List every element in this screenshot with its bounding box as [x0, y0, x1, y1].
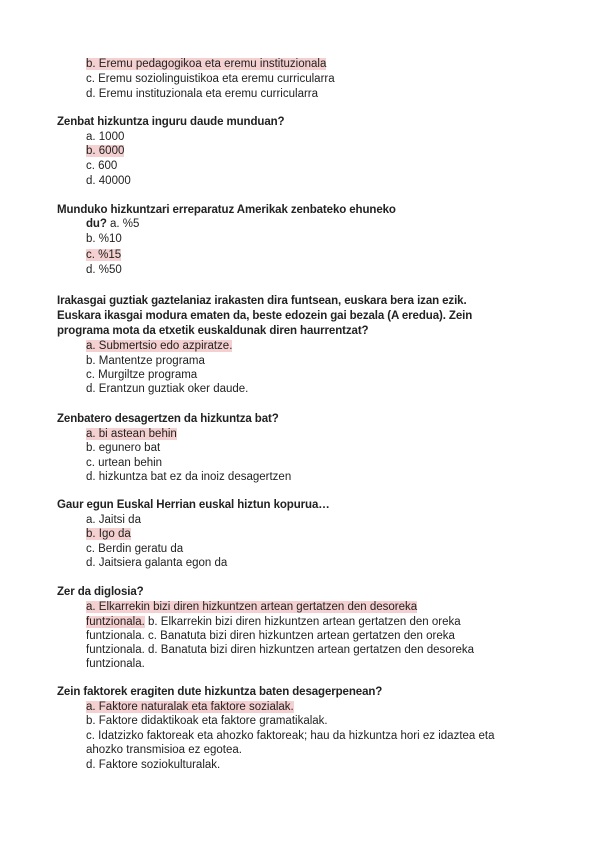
q1-option-b[interactable]: [86, 144, 124, 158]
q3-option-d[interactable]: d. Erantzun guztiak oker daude.: [86, 383, 249, 395]
q6-options-line5[interactable]: funtzionala.: [86, 658, 145, 670]
q7-option-a[interactable]: [86, 700, 294, 714]
prev-option-d[interactable]: d. Eremu instituzionala eta eremu curricularra: [86, 88, 319, 100]
q6-options-line2[interactable]: [86, 615, 461, 629]
q1-option-d[interactable]: d. 40000: [86, 175, 131, 187]
q5-option-c[interactable]: c. Berdin geratu da: [86, 543, 184, 555]
question-5: Gaur egun Euskal Herrian euskal hiztun kopurua…: [57, 499, 330, 511]
q2-option-a[interactable]: a. %5: [109, 218, 140, 230]
q7-option-b[interactable]: b. Faktore didaktikoak eta faktore gramatikalak.: [86, 715, 328, 727]
highlighted-answer: b. Igo da: [86, 528, 131, 540]
highlighted-answer: a. Elkarrekin bizi diren hizkuntzen artean gertatzen den desoreka: [86, 601, 418, 613]
question-2-end: du?: [86, 218, 107, 230]
q7-option-d[interactable]: d. Faktore soziokulturalak.: [86, 759, 221, 771]
question-2: Munduko hizkuntzari erreparatuz Amerikak zenbateko ehuneko: [57, 204, 396, 216]
q7-option-c-cont[interactable]: ahozko transmisioa ez egotea.: [86, 744, 242, 756]
q3-option-a[interactable]: [86, 339, 232, 353]
q5-option-d[interactable]: d. Jaitsiera galanta egon da: [86, 557, 228, 569]
q6-option-a-line1[interactable]: [86, 600, 417, 614]
highlighted-answer: b. 6000: [86, 145, 125, 157]
q6-option-b-start: b. Elkarrekin bizi diren hizkuntzen artean gertatzen den oreka: [144, 616, 461, 628]
question-3-line-3: programa mota da etxetik euskaldunak diren haurrentzat?: [57, 325, 369, 337]
prev-option-b[interactable]: [86, 57, 326, 71]
q7-option-c[interactable]: c. Idatzizko faktoreak eta ahozko faktoreak; hau da hizkuntza hori ez idaztea eta: [86, 730, 495, 742]
q1-option-a[interactable]: a. 1000: [86, 131, 125, 143]
prev-option-c[interactable]: c. Eremu soziolinguistikoa eta eremu curricularra: [86, 73, 335, 85]
q2-option-b[interactable]: b. %10: [86, 233, 122, 245]
question-7: Zein faktorek eragiten dute hizkuntza baten desagerpenean?: [57, 686, 383, 698]
q4-option-b[interactable]: b. egunero bat: [86, 442, 161, 454]
q2-option-d[interactable]: d. %50: [86, 264, 122, 276]
q3-option-c[interactable]: c. Murgiltze programa: [86, 369, 198, 381]
q4-option-a[interactable]: [86, 427, 177, 441]
q5-option-a[interactable]: a. Jaitsi da: [86, 514, 141, 526]
highlighted-answer: a. bi astean behin: [86, 428, 177, 440]
q4-option-c[interactable]: c. urtean behin: [86, 457, 163, 469]
question-3-line-1: Irakasgai guztiak gaztelaniaz irakasten dira funtsean, euskara bera izan ezik.: [57, 295, 467, 307]
q4-option-d[interactable]: d. hizkuntza bat ez da inoiz desagertzen: [86, 471, 292, 483]
highlighted-answer: c. %15: [86, 249, 122, 261]
q2-question-line2: [86, 217, 139, 231]
q1-option-c[interactable]: c. 600: [86, 160, 118, 172]
q6-options-line3[interactable]: funtzionala. c. Banatuta bizi diren hizkuntzen artean gertatzen den oreka: [86, 630, 455, 642]
highlighted-answer: b. Eremu pedagogikoa eta eremu instituzionala: [86, 58, 327, 70]
question-3-line-2: Euskara ikasgai modura ematen da, beste edozein gai bezala (A eredua). Zein: [57, 310, 473, 322]
q6-options-line4[interactable]: funtzionala. d. Banatuta bizi diren hizkuntzen artean gertatzen den desoreka: [86, 644, 475, 656]
question-6: Zer da diglosia?: [57, 586, 144, 598]
question-1: Zenbat hizkuntza inguru daude munduan?: [57, 116, 285, 128]
question-4: Zenbatero desagertzen da hizkuntza bat?: [57, 413, 279, 425]
highlighted-answer: a. Faktore naturalak eta faktore sozialak.: [86, 701, 294, 713]
q3-option-b[interactable]: b. Mantentze programa: [86, 355, 205, 367]
q2-option-c[interactable]: [86, 248, 121, 262]
highlighted-answer-end: funtzionala.: [86, 616, 145, 628]
q5-option-b[interactable]: [86, 527, 131, 541]
highlighted-answer: a. Submertsio edo azpiratze.: [86, 340, 233, 352]
